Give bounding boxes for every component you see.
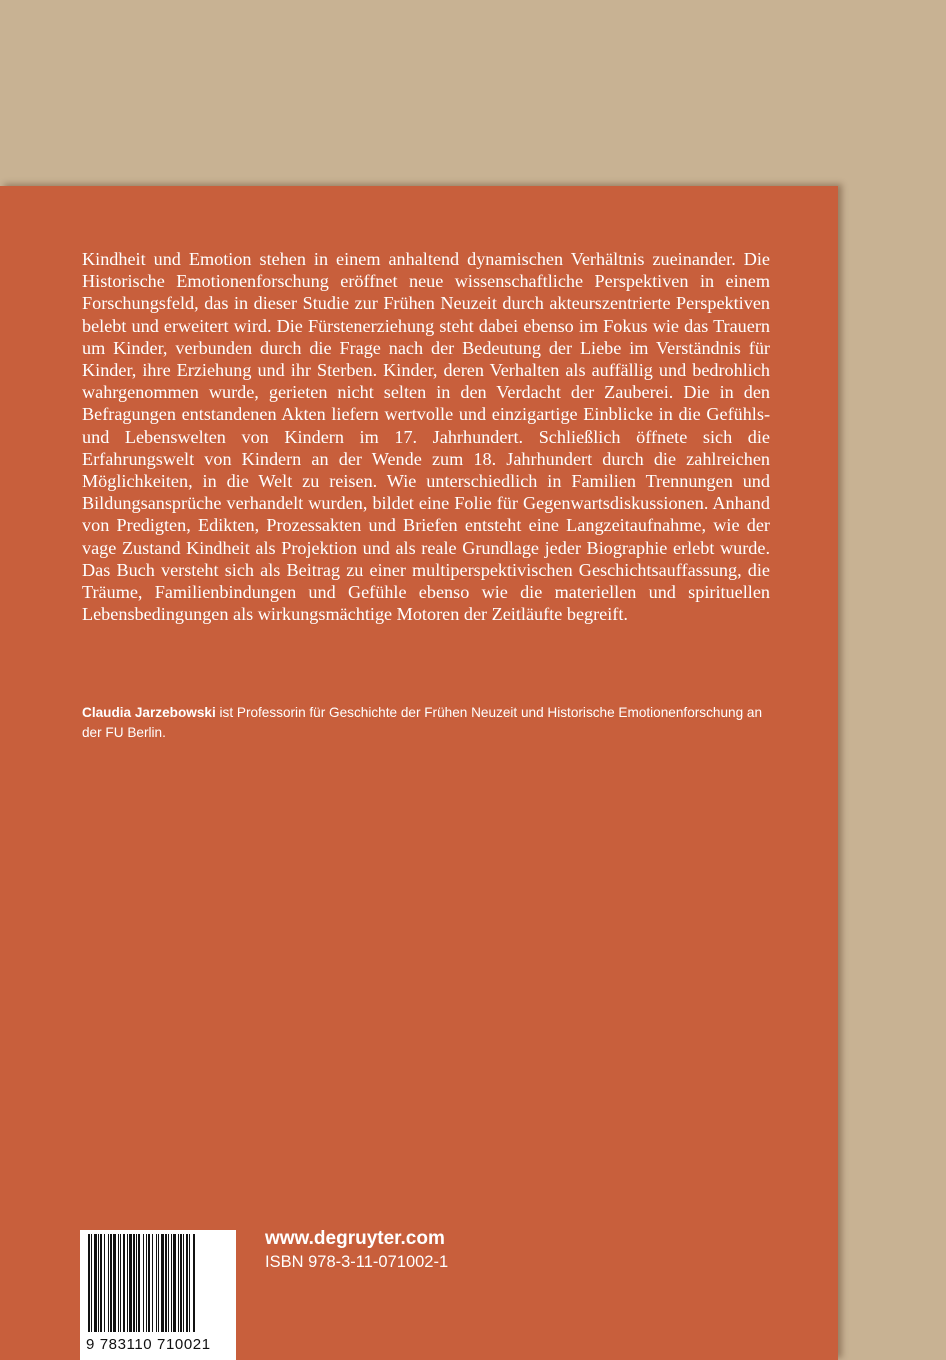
barcode-bar (133, 1234, 135, 1332)
barcode-bar (143, 1234, 144, 1332)
barcode-bar (178, 1234, 179, 1332)
barcode-bar (173, 1234, 176, 1332)
barcode (80, 1230, 236, 1360)
barcode-bar (156, 1234, 157, 1332)
author-note (82, 703, 772, 743)
barcode-bar (138, 1234, 140, 1332)
barcode-bar (158, 1234, 159, 1332)
barcode-bar (189, 1234, 190, 1332)
barcode-bar (183, 1234, 184, 1332)
barcode-bar (91, 1234, 92, 1332)
publisher-url[interactable]: www.degruyter.com (265, 1228, 445, 1249)
barcode-bar (161, 1234, 164, 1332)
barcode-bar (186, 1234, 188, 1332)
barcode-bar (136, 1234, 137, 1332)
barcode-bar (193, 1234, 195, 1332)
isbn: ISBN 978-3-11-071002-1 (265, 1253, 449, 1271)
barcode-bar (168, 1234, 169, 1332)
barcode-bar (180, 1234, 182, 1332)
barcode-bar (113, 1234, 116, 1332)
author-bio: ist Professorin für Geschichte der Frühen Neuzeit und Historische Emotionenforschung an der FU Berlin. (82, 705, 763, 740)
barcode-bar (152, 1234, 153, 1332)
barcode-bar (120, 1234, 121, 1332)
barcode-bar (94, 1234, 97, 1332)
blurb-text: Kindheit und Emotion stehen in einem anhaltend dynamischen Verhältnis zueinander. Die Historische Emotionenforschung eröffnet neue wissenschaftliche Perspektiven in einem Forschungsfeld, das in dieser Studie zur Frühen Neuzeit durch akteurszentrierte Perspektiven belebt und erweitert wird. Die Fürstenerziehung steht dabei ebenso im Fokus wie das Trauern um Kinder, verbunden durch die Frage nach der Bedeutung der Liebe im Verständnis für Kinder, ihre Erziehung und ihr Sterben. Kinder, deren Verhalten als auffällig und bedrohlich wahrgenommen wurde, gerieten nicht selten in den Verdacht der Zauberei. Die in den Befragungen entstandenen Akten liefern wertvolle und einzigartige Einblicke in die Gefühls- und Lebenswelten von Kindern im 17. Jahrhundert. Schließlich öffnete sich die Erfahrungswelt von Kindern an der Wende zum 18. Jahrhundert durch die zahlreichen Möglichkeiten, in die Welt zu reisen. Wie unterschiedlich in Familien Trennungen und Bildungsansprüche verhandelt wurden, bildet eine Folie für Gegenwartsdiskussionen. Anhand von Predigten, Edikten, Prozessakten und Briefen entsteht eine Langzeitaufnahme, wie der vage Zustand Kindheit als Projektion und als reale Grundlage jeder Biographie erlebt wurde. Das Buch versteht sich als Beitrag zu einer multiperspektivischen Geschichtsauffassung, die Träume, Familienbindungen und Gefühle ebenso wie die materiellen und spirituellen Lebensbedingungen als wirkungsmächtige Motoren der Zeitläufte begreift. (82, 249, 770, 625)
barcode-bar (98, 1234, 99, 1332)
barcode-digits: 9 783110 710021 (86, 1336, 211, 1353)
author-name: Claudia Jarzebowski (82, 705, 216, 720)
barcode-bar (100, 1234, 102, 1332)
barcode-bar (123, 1234, 125, 1332)
barcode-bar (118, 1234, 119, 1332)
barcode-bar (165, 1234, 167, 1332)
barcode-bar (127, 1234, 128, 1332)
barcode-bar (88, 1234, 90, 1332)
barcode-bar (104, 1234, 105, 1332)
barcode-bar (146, 1234, 147, 1332)
barcode-bar (110, 1234, 112, 1332)
barcode-bar (108, 1234, 109, 1332)
barcode-bar (129, 1234, 132, 1332)
barcode-bars (88, 1234, 228, 1334)
barcode-bar (148, 1234, 150, 1332)
barcode-bar (171, 1234, 172, 1332)
